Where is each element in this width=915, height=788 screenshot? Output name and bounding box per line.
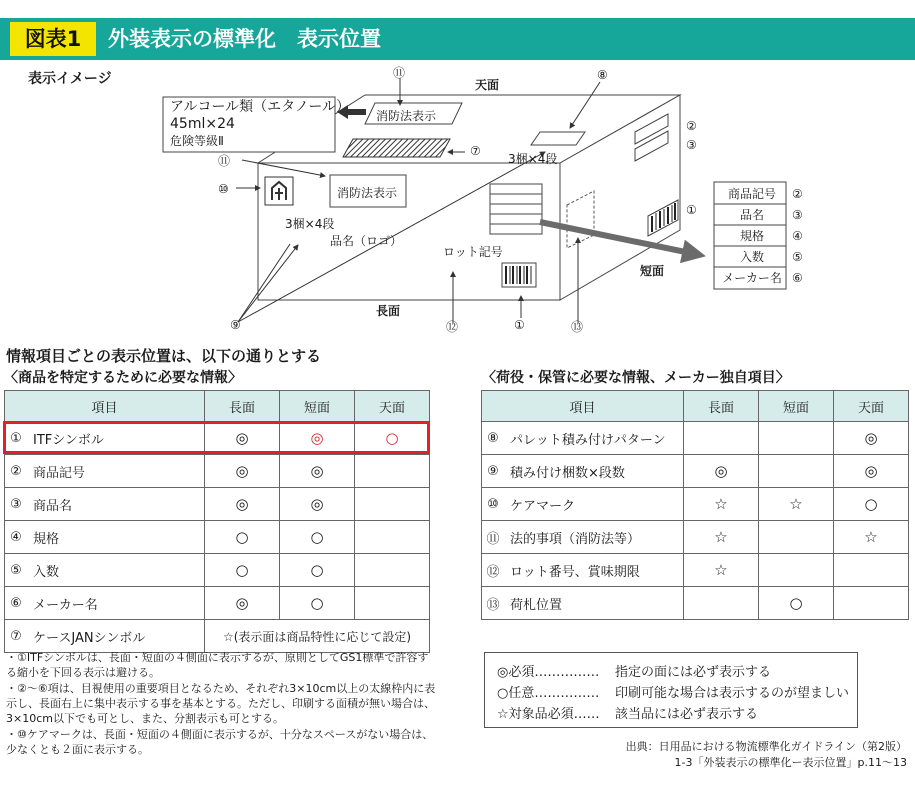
fire-law-front-label: 消防法表示 (337, 186, 398, 200)
row-number: ⑧ (482, 422, 505, 455)
table-row (5, 620, 430, 653)
marker-12: ⑫ (446, 320, 459, 334)
row-number: ⑨ (482, 455, 505, 488)
table-row (5, 521, 430, 554)
cell-top (355, 554, 430, 587)
col-header-top: 天面 (355, 391, 430, 422)
row-item-name: ケースJANシンボル (27, 620, 205, 653)
callout-num: ③ (792, 208, 803, 222)
col-header-short: 短面 (759, 391, 834, 422)
legend-value: 印刷可能な場合は表示するのが望ましい (615, 686, 850, 701)
row-number: ③ (5, 488, 28, 521)
row-item-name: 積み付け梱数×段数 (504, 455, 684, 488)
row-number: ⑥ (5, 587, 28, 620)
note-item: ・②～⑥項は、目視使用の重要項目となるため、それぞれ3×10cm以上の太線枠内に表示し、長面右上に集中表示する事を基本とする。ただし、印刷する面積が無い場合は、3×10cm以下でも可とし、また、分割表示も可とする。 (6, 682, 436, 725)
alcohol-line-3: 危険等級Ⅱ (170, 134, 224, 148)
legend-row (497, 661, 857, 682)
row-number: ⑫ (482, 554, 505, 587)
cell-short (759, 521, 834, 554)
itf-row-highlight (3, 421, 430, 454)
product-name-logo-label: 品名（ロゴ） (330, 234, 403, 248)
marker-7: ⑦ (470, 144, 481, 158)
cell-top (834, 554, 909, 587)
cell-long: ☆ (684, 488, 759, 521)
care-mark-icon (265, 177, 293, 205)
alcohol-line-1: アルコール類（エタノール） (170, 99, 351, 115)
col-header-short: 短面 (280, 391, 355, 422)
right-table-title: 〈荷役・保管に必要な情報、メーカー独自項目〉 (482, 370, 790, 386)
row-item-name: ケアマーク (504, 488, 684, 521)
cell-short: ◎ (280, 422, 355, 455)
marker-8: ⑧ (597, 68, 608, 82)
row-number: ⑪ (482, 521, 505, 554)
table-row (482, 554, 909, 587)
figure-label: 図表1 (10, 22, 96, 56)
col-header-item: 項目 (482, 391, 684, 422)
row-number: ⑩ (482, 488, 505, 521)
row-item-name: 荷札位置 (504, 587, 684, 620)
table-row (482, 521, 909, 554)
cell-short: ○ (759, 587, 834, 620)
cell-long: ◎ (205, 455, 280, 488)
left-table-title: 〈商品を特定するために必要な情報〉 (4, 370, 242, 386)
legend-value: 指定の面には必ず表示する (615, 665, 772, 680)
col-header-long: 長面 (684, 391, 759, 422)
cell-top (355, 455, 430, 488)
callout-list-numbers (792, 184, 810, 289)
col-header-top: 天面 (834, 391, 909, 422)
cell-top (834, 587, 909, 620)
cell-short: ○ (280, 521, 355, 554)
cell-short: ☆ (759, 488, 834, 521)
stack-count-front-label: 3梱×4段 (285, 217, 335, 231)
figure-title: 外装表示の標準化 表示位置 (108, 27, 381, 51)
row-item-name: 入数 (27, 554, 205, 587)
cell-top: ☆ (834, 521, 909, 554)
cell-top (355, 521, 430, 554)
marker-3: ③ (686, 138, 697, 152)
cell-short (759, 422, 834, 455)
cell-long: ◎ (205, 422, 280, 455)
lot-number-label: ロット記号 (443, 245, 503, 259)
legend-row (497, 682, 857, 703)
cell-short (759, 455, 834, 488)
callout-num: ② (792, 187, 803, 201)
cell-short: ○ (280, 554, 355, 587)
row-item-name: ロット番号、賞味期限 (504, 554, 684, 587)
cell-long: ☆ (684, 521, 759, 554)
legend-box (484, 652, 858, 728)
marker-1-long: ① (514, 318, 525, 332)
row-number: ② (5, 455, 28, 488)
table-row (482, 488, 909, 521)
marker-13: ⑬ (571, 320, 584, 334)
cell-top (355, 488, 430, 521)
table-row (482, 455, 909, 488)
callout-item: 品名 (739, 208, 764, 222)
cell-short (759, 554, 834, 587)
row-number: ⑦ (5, 620, 28, 653)
marker-11-top: ⑪ (393, 66, 406, 80)
note-item: ・①ITFシンボルは、長面・短面の４側面に表示するが、原則としてGS1標準で許容する縮小を下回る表示は避ける。 (6, 651, 429, 679)
callout-num: ⑥ (792, 271, 803, 285)
callout-num: ④ (792, 229, 803, 243)
row-number: ① (5, 422, 28, 455)
row-item-name: 商品名 (27, 488, 205, 521)
stack-count-top-box (531, 132, 585, 145)
short-face-label: 短面 (640, 264, 665, 278)
cell-short: ○ (280, 587, 355, 620)
col-header-item: 項目 (5, 391, 205, 422)
cell-top: ◎ (834, 455, 909, 488)
alcohol-line-2: 45ml×24 (170, 116, 235, 132)
row-item-name: 規格 (27, 521, 205, 554)
col-header-long: 長面 (205, 391, 280, 422)
top-face-label: 天面 (475, 78, 500, 92)
marker-2: ② (686, 119, 697, 133)
callout-list (718, 184, 786, 289)
row-item-name: 法的事項（消防法等） (504, 521, 684, 554)
cell-long: ☆ (684, 554, 759, 587)
cell-long (684, 422, 759, 455)
notes-block (6, 650, 436, 758)
cell-long: ◎ (684, 455, 759, 488)
alcohol-text (170, 99, 350, 150)
cell-span-note: ☆(表示面は商品特性に応じて設定) (205, 620, 430, 653)
long-face-label: 長面 (376, 304, 401, 318)
right-table-header (482, 391, 909, 422)
row-item-name: ITFシンボル (27, 422, 205, 455)
cell-long: ○ (205, 521, 280, 554)
note-item: ・⑩ケアマークは、長面・短面の４側面に表示するが、十分なスペースがない場合は、少なくとも２面に表示する。 (6, 728, 434, 756)
row-number: ④ (5, 521, 28, 554)
table-row (482, 587, 909, 620)
cell-long: ○ (205, 554, 280, 587)
cell-long (684, 587, 759, 620)
legend-key: ◎必須…………… (497, 665, 600, 680)
cell-top: ○ (355, 422, 430, 455)
source-line-2: 1-3「外装表示の標準化ー表示位置」p.11～13 (674, 756, 907, 769)
callout-item: 規格 (739, 229, 764, 243)
legend-key: ☆対象品必須…… (497, 707, 600, 722)
cell-top (355, 587, 430, 620)
row-item-name: 商品記号 (27, 455, 205, 488)
right-table (481, 390, 909, 620)
row-item-name: パレット積み付けパターン (504, 422, 684, 455)
diagram-section-label: 表示イメージ (28, 71, 112, 87)
table-row (482, 422, 909, 455)
long-face-barcode (502, 263, 536, 287)
cell-long: ◎ (205, 587, 280, 620)
callout-item: 商品記号 (727, 187, 776, 201)
row-item-name: メーカー名 (27, 587, 205, 620)
cell-top: ◎ (834, 422, 909, 455)
cell-short: ◎ (280, 488, 355, 521)
cell-top: ○ (834, 488, 909, 521)
table-row (5, 554, 430, 587)
pallet-pattern-mark (343, 139, 450, 157)
row-number: ⑤ (5, 554, 28, 587)
fire-law-top-label: 消防法表示 (376, 109, 437, 123)
callout-num: ⑤ (792, 250, 803, 264)
left-table-header (5, 391, 430, 422)
info-block-items (490, 184, 542, 234)
cell-long: ◎ (205, 488, 280, 521)
row-number: ⑬ (482, 587, 505, 620)
cell-short: ◎ (280, 455, 355, 488)
stack-count-top-label: 3梱×4段 (508, 152, 558, 166)
table-row (5, 587, 430, 620)
legend-row (497, 703, 857, 724)
callout-item: 入数 (739, 250, 764, 264)
callout-item: メーカー名 (722, 271, 782, 285)
marker-10: ⑩ (218, 182, 229, 196)
section-heading: 情報項目ごとの表示位置は、以下の通りとする (6, 347, 322, 365)
marker-11-front: ⑪ (218, 154, 231, 168)
legend-key: ○任意…………… (497, 686, 600, 701)
marker-9: ⑨ (230, 318, 241, 332)
table-row (5, 488, 430, 521)
marker-1-short: ① (686, 203, 697, 217)
source-line-1: 出典：日用品における物流標準化ガイドライン（第2版） (625, 740, 907, 753)
legend-value: 該当品には必ず表示する (615, 707, 759, 722)
table-row (5, 455, 430, 488)
